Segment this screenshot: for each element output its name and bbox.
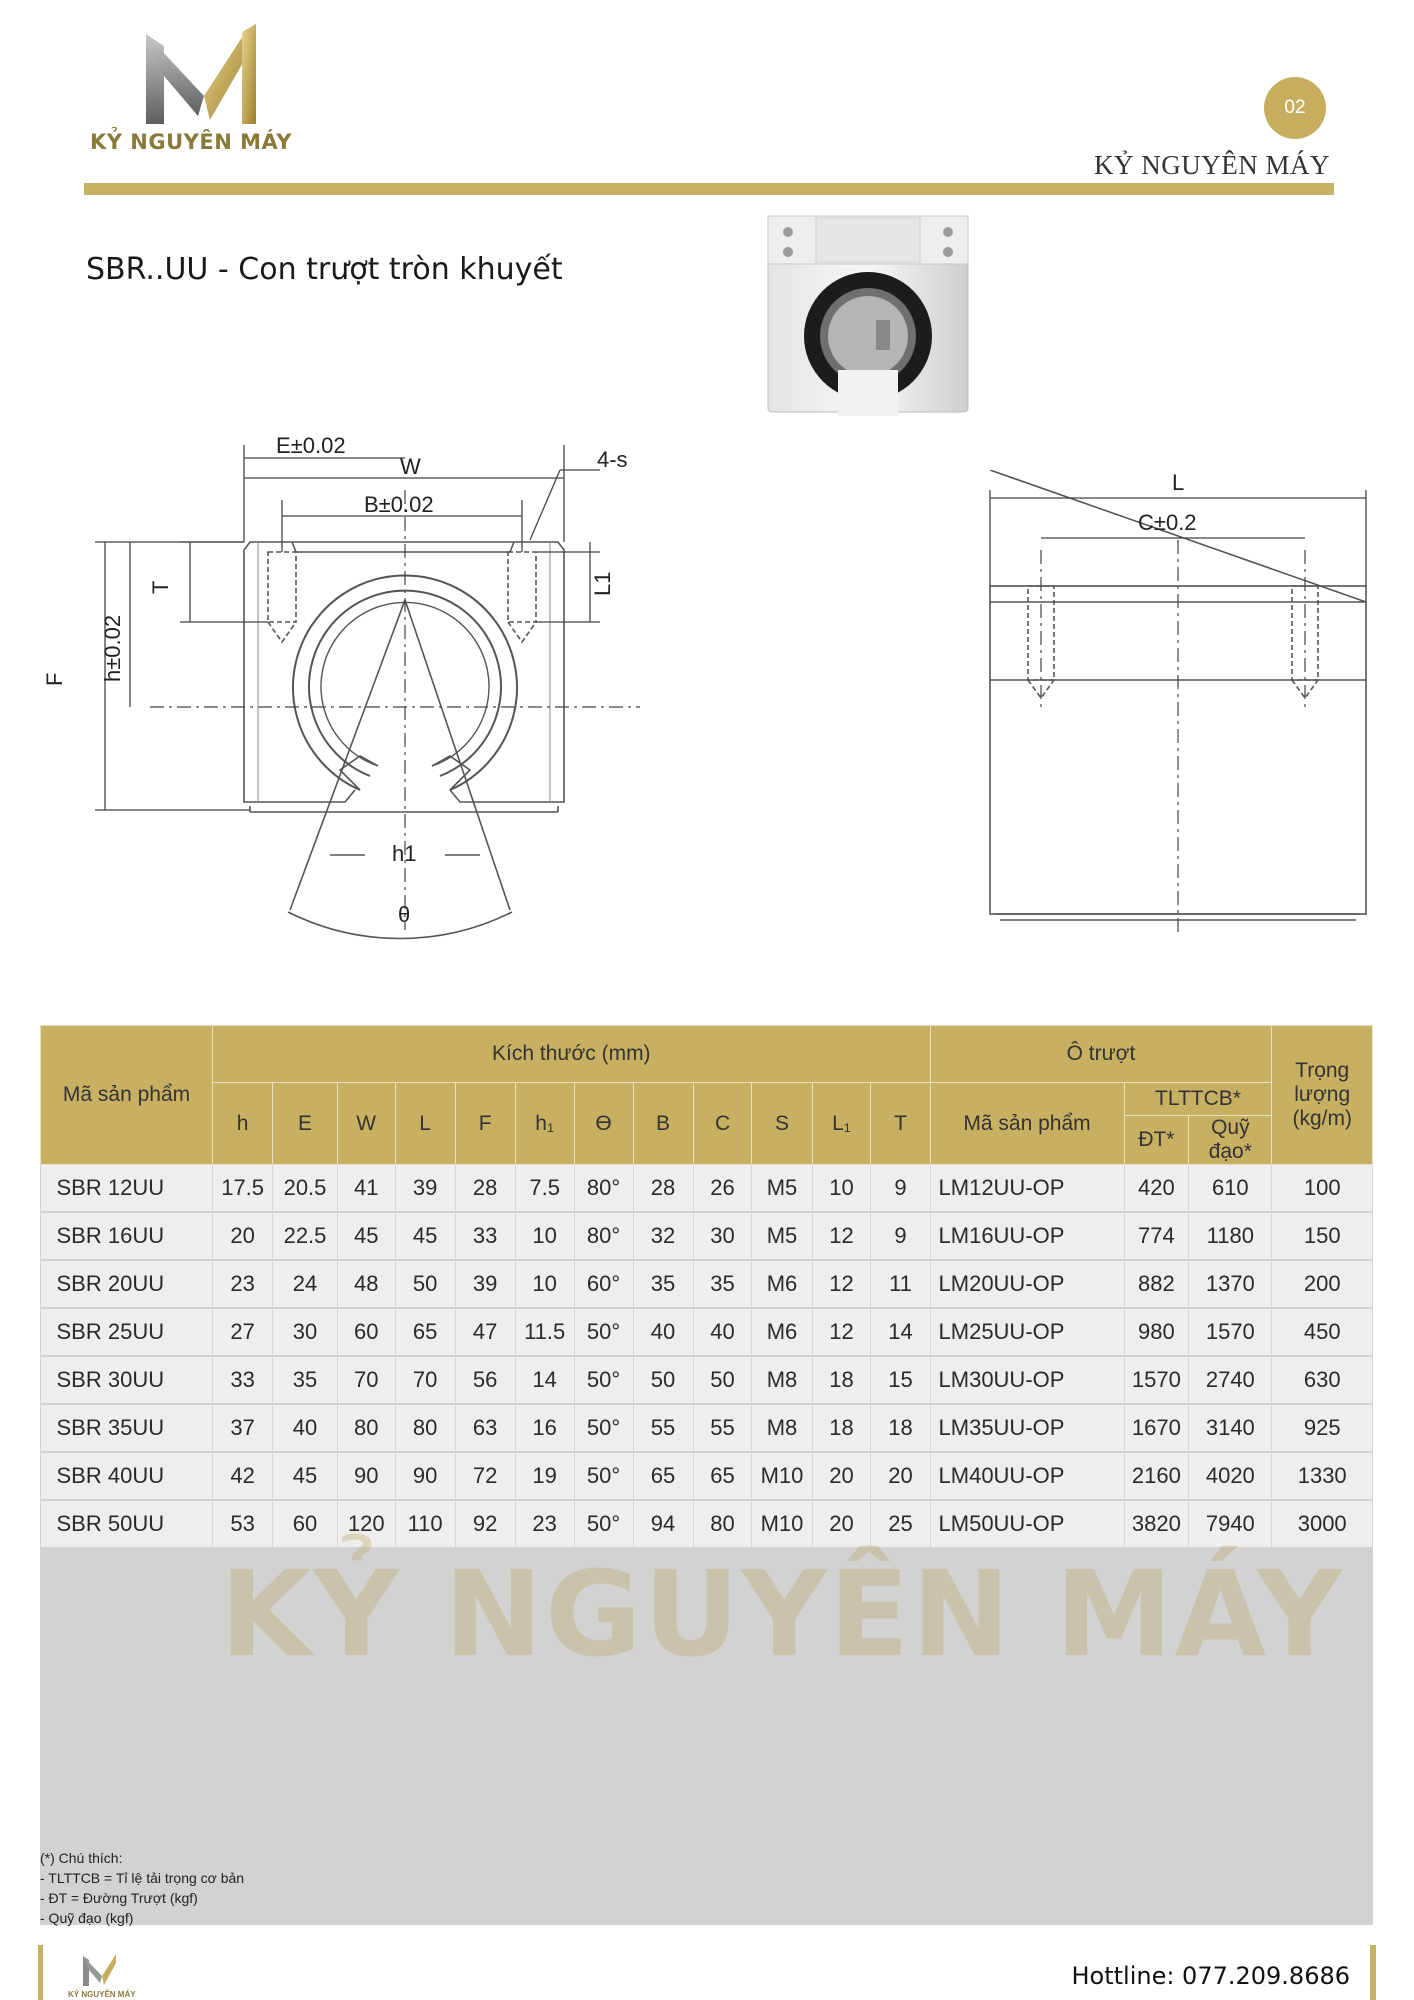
cell-h: 17.5 xyxy=(213,1165,273,1213)
cell-lm: LM20UU-OP xyxy=(930,1260,1124,1308)
cell-s: M6 xyxy=(752,1260,812,1308)
dim-s-label: 4-s xyxy=(597,447,628,472)
cell-s: M5 xyxy=(752,1212,812,1260)
table-row xyxy=(41,1308,1373,1356)
cell-f: 47 xyxy=(455,1308,515,1356)
cell-dt: 980 xyxy=(1124,1308,1189,1356)
col-t: T xyxy=(871,1083,930,1165)
cell-code: SBR 40UU xyxy=(41,1452,213,1500)
cell-dt: 774 xyxy=(1124,1212,1189,1260)
cell-h1: 14 xyxy=(515,1356,574,1404)
cell-code: SBR 16UU xyxy=(41,1212,213,1260)
col-h: h xyxy=(213,1083,273,1165)
footer-accent-left xyxy=(38,1945,43,2000)
cell-code: SBR 20UU xyxy=(41,1260,213,1308)
cell-t: 18 xyxy=(871,1404,930,1452)
cell-e: 60 xyxy=(273,1500,338,1548)
cell-h: 23 xyxy=(213,1260,273,1308)
cell-theta: 50° xyxy=(574,1404,633,1452)
cell-lm: LM50UU-OP xyxy=(930,1500,1124,1548)
spec-table xyxy=(40,1025,1373,1549)
cell-l1: 12 xyxy=(812,1308,871,1356)
cell-qd: 1570 xyxy=(1189,1308,1272,1356)
header-dimensions: Kích thước (mm) xyxy=(213,1026,930,1083)
cell-lm: LM25UU-OP xyxy=(930,1308,1124,1356)
cell-l1: 20 xyxy=(812,1452,871,1500)
header-product-code: Mã sản phẩm xyxy=(41,1026,213,1165)
cell-theta: 80° xyxy=(574,1165,633,1213)
cell-f: 63 xyxy=(455,1404,515,1452)
cell-l1: 18 xyxy=(812,1404,871,1452)
dim-c-label: C±0.2 xyxy=(1138,510,1197,535)
note-line: - ĐT = Đường Trượt (kgf) xyxy=(40,1890,198,1906)
cell-code: SBR 35UU xyxy=(41,1404,213,1452)
front-view-drawing xyxy=(40,430,660,940)
col-dt: ĐT* xyxy=(1124,1116,1189,1165)
cell-c: 26 xyxy=(693,1165,752,1213)
cell-w: 41 xyxy=(337,1165,395,1213)
cell-qd: 1370 xyxy=(1189,1260,1272,1308)
cell-t: 14 xyxy=(871,1308,930,1356)
logo-mark-icon xyxy=(138,24,268,128)
cell-theta: 60° xyxy=(574,1260,633,1308)
cell-qd: 7940 xyxy=(1189,1500,1272,1548)
cell-dt: 882 xyxy=(1124,1260,1189,1308)
cell-lm: LM16UU-OP xyxy=(930,1212,1124,1260)
cell-h1: 19 xyxy=(515,1452,574,1500)
table-row xyxy=(41,1404,1373,1452)
note-line: - Quỹ đạo (kgf) xyxy=(40,1910,134,1926)
watermark: KỶ NGUYÊN MÁY xyxy=(220,1545,1345,1683)
cell-t: 9 xyxy=(871,1165,930,1213)
header-slider: Ô trượt xyxy=(930,1026,1272,1083)
cell-h: 33 xyxy=(213,1356,273,1404)
cell-wt: 1330 xyxy=(1272,1452,1373,1500)
col-tlttcb: TLTTCB* xyxy=(1124,1083,1272,1116)
dim-w-label: W xyxy=(400,454,421,479)
cell-h1: 11.5 xyxy=(515,1308,574,1356)
cell-c: 50 xyxy=(693,1356,752,1404)
cell-l1: 12 xyxy=(812,1212,871,1260)
cell-s: M8 xyxy=(752,1356,812,1404)
cell-c: 40 xyxy=(693,1308,752,1356)
cell-f: 33 xyxy=(455,1212,515,1260)
page-number-badge: 02 xyxy=(1264,77,1326,139)
cell-w: 80 xyxy=(337,1404,395,1452)
table-row xyxy=(41,1500,1373,1548)
cell-w: 90 xyxy=(337,1452,395,1500)
note-line: (*) Chú thích: xyxy=(40,1850,123,1866)
cell-code: SBR 25UU xyxy=(41,1308,213,1356)
dim-theta-label: θ xyxy=(398,902,411,927)
cell-l: 50 xyxy=(395,1260,455,1308)
cell-w: 120 xyxy=(337,1500,395,1548)
cell-dt: 3820 xyxy=(1124,1500,1189,1548)
cell-b: 35 xyxy=(633,1260,693,1308)
dim-l1-label: L1 xyxy=(590,571,615,596)
cell-e: 40 xyxy=(273,1404,338,1452)
cell-h1: 16 xyxy=(515,1404,574,1452)
cell-f: 72 xyxy=(455,1452,515,1500)
cell-h1: 7.5 xyxy=(515,1165,574,1213)
hotline-text: Hottline: 077.209.8686 xyxy=(1071,1962,1350,1990)
cell-l1: 20 xyxy=(812,1500,871,1548)
cell-t: 15 xyxy=(871,1356,930,1404)
table-row xyxy=(41,1452,1373,1500)
cell-l: 39 xyxy=(395,1165,455,1213)
cell-c: 55 xyxy=(693,1404,752,1452)
cell-l: 110 xyxy=(395,1500,455,1548)
col-l1: L₁ xyxy=(812,1083,871,1165)
cell-l: 90 xyxy=(395,1452,455,1500)
table-row xyxy=(41,1356,1373,1404)
header-divider xyxy=(84,183,1334,195)
header-weight: Trọng lượng (kg/m) xyxy=(1272,1026,1373,1165)
cell-dt: 420 xyxy=(1124,1165,1189,1213)
cell-qd: 4020 xyxy=(1189,1452,1272,1500)
cell-h: 42 xyxy=(213,1452,273,1500)
cell-s: M6 xyxy=(752,1308,812,1356)
cell-f: 92 xyxy=(455,1500,515,1548)
footer-logo xyxy=(80,1952,120,1988)
cell-l1: 12 xyxy=(812,1260,871,1308)
cell-t: 25 xyxy=(871,1500,930,1548)
col-s: S xyxy=(752,1083,812,1165)
cell-wt: 150 xyxy=(1272,1212,1373,1260)
cell-l: 80 xyxy=(395,1404,455,1452)
footer-logo-text: KỶ NGUYÊN MÁY xyxy=(68,1990,136,1999)
product-title: SBR..UU - Con trượt tròn khuyết xyxy=(86,252,563,287)
cell-b: 65 xyxy=(633,1452,693,1500)
dim-t-label: T xyxy=(148,580,173,594)
product-photo xyxy=(764,210,972,418)
cell-b: 28 xyxy=(633,1165,693,1213)
cell-b: 55 xyxy=(633,1404,693,1452)
note-line: - TLTTCB = Tỉ lệ tải trọng cơ bản xyxy=(40,1870,245,1886)
cell-e: 45 xyxy=(273,1452,338,1500)
notes xyxy=(40,1848,244,1928)
col-f: F xyxy=(455,1083,515,1165)
cell-c: 35 xyxy=(693,1260,752,1308)
cell-code: SBR 50UU xyxy=(41,1500,213,1548)
cell-e: 35 xyxy=(273,1356,338,1404)
cell-e: 30 xyxy=(273,1308,338,1356)
cell-qd: 3140 xyxy=(1189,1404,1272,1452)
dim-h-label: h±0.02 xyxy=(100,614,125,682)
logo-text: KỶ NGUYÊN MÁY xyxy=(90,130,292,154)
col-e: E xyxy=(273,1083,338,1165)
cell-w: 60 xyxy=(337,1308,395,1356)
side-view-drawing xyxy=(980,470,1380,940)
cell-theta: 50° xyxy=(574,1308,633,1356)
cell-code: SBR 30UU xyxy=(41,1356,213,1404)
cell-w: 48 xyxy=(337,1260,395,1308)
cell-lm: LM35UU-OP xyxy=(930,1404,1124,1452)
cell-wt: 100 xyxy=(1272,1165,1373,1213)
cell-l: 45 xyxy=(395,1212,455,1260)
cell-l: 70 xyxy=(395,1356,455,1404)
cell-dt: 1670 xyxy=(1124,1404,1189,1452)
cell-h: 20 xyxy=(213,1212,273,1260)
table-row xyxy=(41,1212,1373,1260)
cell-b: 50 xyxy=(633,1356,693,1404)
col-slider-code: Mã sản phẩm xyxy=(930,1083,1124,1165)
cell-b: 94 xyxy=(633,1500,693,1548)
cell-c: 30 xyxy=(693,1212,752,1260)
dim-l-label: L xyxy=(1172,470,1185,495)
footer-accent-right xyxy=(1370,1945,1376,2000)
cell-wt: 630 xyxy=(1272,1356,1373,1404)
cell-l1: 10 xyxy=(812,1165,871,1213)
cell-dt: 1570 xyxy=(1124,1356,1189,1404)
cell-l: 65 xyxy=(395,1308,455,1356)
cell-h: 27 xyxy=(213,1308,273,1356)
cell-t: 11 xyxy=(871,1260,930,1308)
cell-s: M5 xyxy=(752,1165,812,1213)
col-c: C xyxy=(693,1083,752,1165)
cell-wt: 200 xyxy=(1272,1260,1373,1308)
cell-lm: LM30UU-OP xyxy=(930,1356,1124,1404)
cell-qd: 610 xyxy=(1189,1165,1272,1213)
col-h1: h₁ xyxy=(515,1083,574,1165)
cell-w: 70 xyxy=(337,1356,395,1404)
cell-h1: 23 xyxy=(515,1500,574,1548)
cell-t: 9 xyxy=(871,1212,930,1260)
cell-h1: 10 xyxy=(515,1212,574,1260)
cell-f: 28 xyxy=(455,1165,515,1213)
cell-e: 22.5 xyxy=(273,1212,338,1260)
cell-wt: 925 xyxy=(1272,1404,1373,1452)
cell-theta: 50° xyxy=(574,1356,633,1404)
footer-logo-mark-icon xyxy=(80,1952,120,1988)
col-b: B xyxy=(633,1083,693,1165)
col-theta: ϴ xyxy=(574,1083,633,1165)
dim-b-label: B±0.02 xyxy=(364,492,434,517)
cell-h: 37 xyxy=(213,1404,273,1452)
cell-h: 53 xyxy=(213,1500,273,1548)
cell-s: M10 xyxy=(752,1500,812,1548)
brand-name: KỶ NGUYÊN MÁY xyxy=(1094,150,1330,180)
col-quy-dao: Quỹ đạo* xyxy=(1189,1116,1272,1165)
cell-c: 65 xyxy=(693,1452,752,1500)
cell-theta: 80° xyxy=(574,1212,633,1260)
cell-qd: 1180 xyxy=(1189,1212,1272,1260)
cell-lm: LM12UU-OP xyxy=(930,1165,1124,1213)
cell-w: 45 xyxy=(337,1212,395,1260)
cell-lm: LM40UU-OP xyxy=(930,1452,1124,1500)
cell-h1: 10 xyxy=(515,1260,574,1308)
cell-f: 56 xyxy=(455,1356,515,1404)
table-row xyxy=(41,1260,1373,1308)
cell-b: 32 xyxy=(633,1212,693,1260)
cell-qd: 2740 xyxy=(1189,1356,1272,1404)
cell-code: SBR 12UU xyxy=(41,1165,213,1213)
cell-b: 40 xyxy=(633,1308,693,1356)
cell-dt: 2160 xyxy=(1124,1452,1189,1500)
dim-f-label: F xyxy=(42,672,67,686)
table-row xyxy=(41,1165,1373,1213)
logo xyxy=(138,24,268,128)
cell-e: 24 xyxy=(273,1260,338,1308)
cell-s: M10 xyxy=(752,1452,812,1500)
dim-h1-label: h1 xyxy=(392,841,417,866)
cell-f: 39 xyxy=(455,1260,515,1308)
cell-c: 80 xyxy=(693,1500,752,1548)
col-l: L xyxy=(395,1083,455,1165)
cell-t: 20 xyxy=(871,1452,930,1500)
cell-wt: 450 xyxy=(1272,1308,1373,1356)
cell-theta: 50° xyxy=(574,1452,633,1500)
cell-wt: 3000 xyxy=(1272,1500,1373,1548)
cell-e: 20.5 xyxy=(273,1165,338,1213)
dim-e-label: E±0.02 xyxy=(276,433,346,458)
cell-theta: 50° xyxy=(574,1500,633,1548)
cell-l1: 18 xyxy=(812,1356,871,1404)
cell-s: M8 xyxy=(752,1404,812,1452)
col-w: W xyxy=(337,1083,395,1165)
